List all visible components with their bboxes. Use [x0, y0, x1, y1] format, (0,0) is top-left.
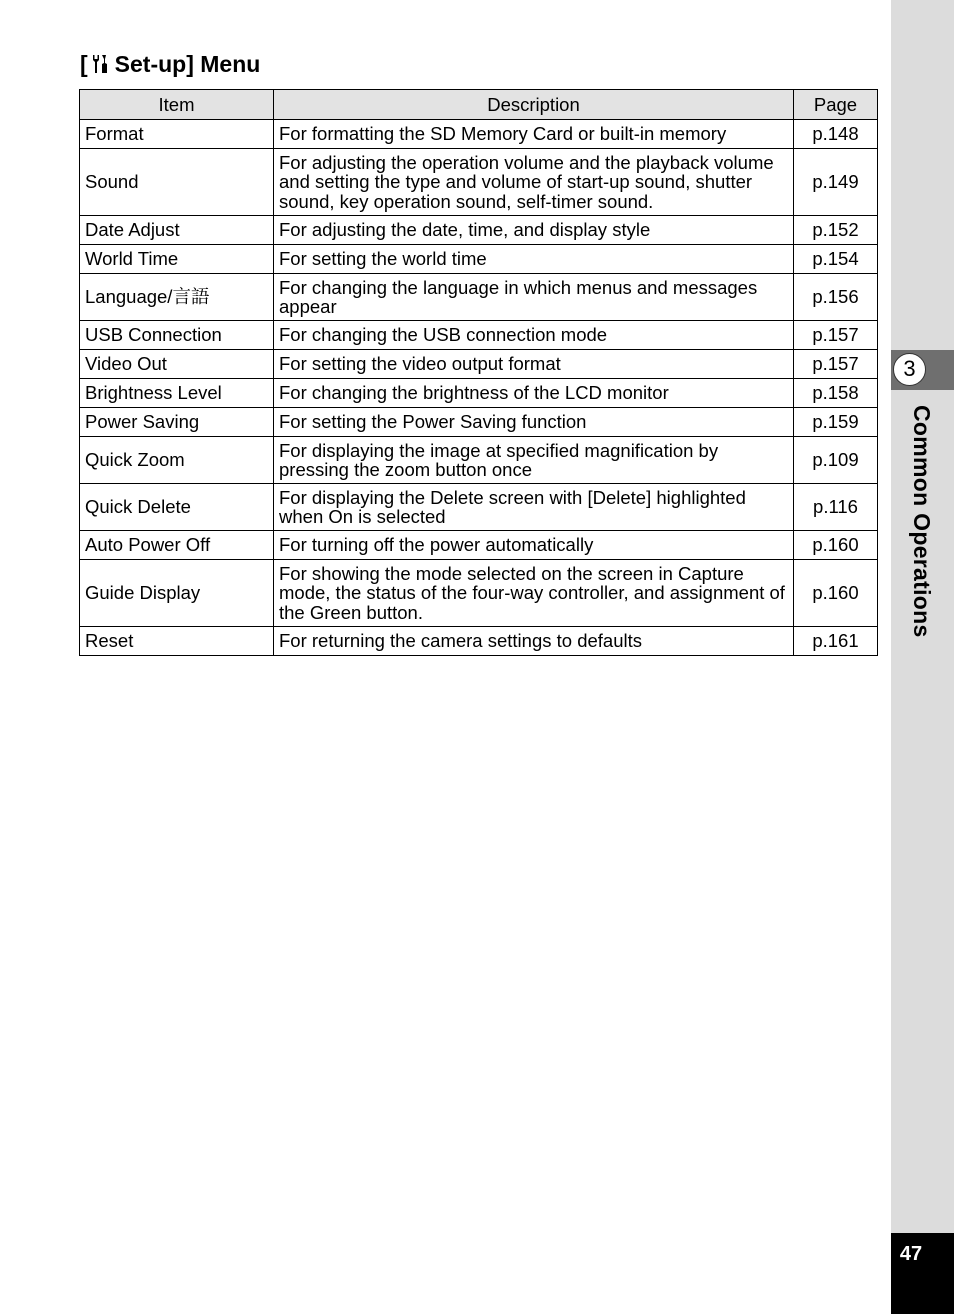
wrench-icon	[89, 51, 111, 77]
table-row	[80, 408, 878, 437]
row-page: p.157	[794, 321, 878, 350]
row-item: Brightness Level	[80, 379, 274, 408]
row-description: For adjusting the operation volume and the playback volume and setting the type and volume of start-up sound, shutter sound, key operation sound, self-timer sound.	[274, 149, 794, 216]
row-item: Format	[80, 120, 274, 149]
table-row	[80, 274, 878, 321]
table-row	[80, 627, 878, 656]
table-row	[80, 321, 878, 350]
chapter-title: Common Operations	[909, 405, 935, 638]
row-item: Reset	[80, 627, 274, 656]
row-item: Language/言語	[80, 274, 274, 321]
row-item: Auto Power Off	[80, 531, 274, 560]
row-item: Power Saving	[80, 408, 274, 437]
row-page: p.148	[794, 120, 878, 149]
row-description: For changing the brightness of the LCD monitor	[274, 379, 794, 408]
row-description: For setting the world time	[274, 245, 794, 274]
table-row	[80, 379, 878, 408]
row-description: For showing the mode selected on the screen in Capture mode, the status of the four-way controller, and assignment of the Green button.	[274, 560, 794, 627]
chapter-sidebar	[891, 0, 954, 1314]
row-page: p.159	[794, 408, 878, 437]
setup-menu-table	[79, 89, 878, 656]
row-page: p.149	[794, 149, 878, 216]
row-page: p.156	[794, 274, 878, 321]
row-page: p.109	[794, 437, 878, 484]
row-description: For setting the Power Saving function	[274, 408, 794, 437]
row-description: For adjusting the date, time, and display style	[274, 216, 794, 245]
row-description: For changing the language in which menus and messages appear	[274, 274, 794, 321]
table-row	[80, 216, 878, 245]
table-row	[80, 531, 878, 560]
row-item: Video Out	[80, 350, 274, 379]
row-page: p.160	[794, 531, 878, 560]
row-item: Guide Display	[80, 560, 274, 627]
table-row	[80, 437, 878, 484]
row-description: For displaying the Delete screen with [Delete] highlighted when On is selected	[274, 484, 794, 531]
table-row	[80, 350, 878, 379]
row-item: Sound	[80, 149, 274, 216]
table-row	[80, 245, 878, 274]
row-description: For setting the video output format	[274, 350, 794, 379]
row-description: For returning the camera settings to defaults	[274, 627, 794, 656]
column-header-description: Description	[274, 90, 794, 120]
row-item: USB Connection	[80, 321, 274, 350]
row-page: p.154	[794, 245, 878, 274]
row-description: For changing the USB connection mode	[274, 321, 794, 350]
heading-text: Set-up] Menu	[114, 51, 261, 77]
row-page: p.158	[794, 379, 878, 408]
column-header-page: Page	[794, 90, 878, 120]
row-item: Date Adjust	[80, 216, 274, 245]
row-item: Quick Delete	[80, 484, 274, 531]
heading-open-bracket: [	[80, 51, 88, 77]
table-row	[80, 484, 878, 531]
table-row	[80, 120, 878, 149]
row-description: For formatting the SD Memory Card or built-in memory	[274, 120, 794, 149]
column-header-item: Item	[80, 90, 274, 120]
row-page: p.160	[794, 560, 878, 627]
row-page: p.152	[794, 216, 878, 245]
row-item: World Time	[80, 245, 274, 274]
row-page: p.157	[794, 350, 878, 379]
page-number: 47	[899, 1243, 923, 1265]
chapter-number-badge: 3	[893, 353, 926, 386]
table-header-row	[80, 90, 878, 120]
table-row	[80, 560, 878, 627]
row-page: p.161	[794, 627, 878, 656]
row-description: For displaying the image at specified magnification by pressing the zoom button once	[274, 437, 794, 484]
row-page: p.116	[794, 484, 878, 531]
table-row	[80, 149, 878, 216]
row-description: For turning off the power automatically	[274, 531, 794, 560]
row-item: Quick Zoom	[80, 437, 274, 484]
section-heading	[80, 48, 260, 80]
